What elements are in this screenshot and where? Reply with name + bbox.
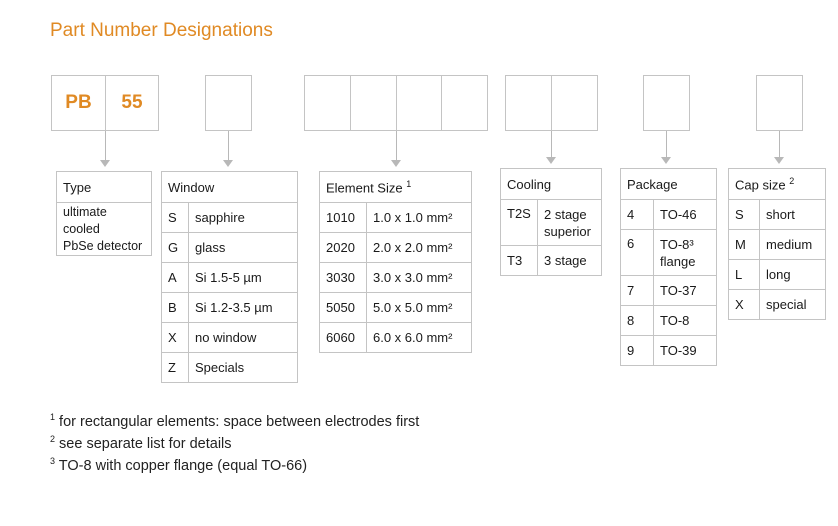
code-box-cooling-1	[505, 75, 552, 131]
window-label: Si 1.2-3.5 µm	[189, 293, 298, 323]
package-header: Package	[621, 169, 717, 200]
window-code: A	[162, 263, 189, 293]
code-box-cooling-2	[551, 75, 598, 131]
arrow-cap-head	[774, 157, 784, 164]
package-table	[620, 168, 717, 366]
window-header: Window	[162, 172, 298, 203]
package-label: TO-46	[654, 200, 717, 230]
element-size-header: Element Size $^1$	[320, 172, 472, 203]
code-box-element-1	[304, 75, 351, 131]
code-box-element-3	[396, 75, 442, 131]
cap-label: medium	[760, 230, 826, 260]
cap-size-header: Cap size $^2$	[729, 169, 826, 200]
cap-code: L	[729, 260, 760, 290]
arrow-window-head	[223, 160, 233, 167]
window-code: Z	[162, 353, 189, 383]
element-code: 5050	[320, 293, 367, 323]
cooling-table	[500, 168, 602, 276]
code-box-cap	[756, 75, 803, 131]
window-code: S	[162, 203, 189, 233]
cap-code: M	[729, 230, 760, 260]
cap-code: S	[729, 200, 760, 230]
window-code: X	[162, 323, 189, 353]
cap-label: special	[760, 290, 826, 320]
cap-size-table	[728, 168, 826, 320]
code-box-type-number: 55	[105, 75, 159, 131]
cap-label: short	[760, 200, 826, 230]
package-code: 8	[621, 306, 654, 336]
footnote: $^2$ see separate list for details	[50, 434, 232, 452]
cooling-code: T3	[501, 246, 538, 276]
element-label: 2.0 x 2.0 mm²	[367, 233, 472, 263]
element-code: 1010	[320, 203, 367, 233]
type-table	[56, 171, 152, 256]
package-code: 9	[621, 336, 654, 366]
package-label: TO-8	[654, 306, 717, 336]
code-box-type-prefix: PB	[51, 75, 106, 131]
cooling-label: 3 stage	[538, 246, 602, 276]
arrow-package-head	[661, 157, 671, 164]
package-label: TO-39	[654, 336, 717, 366]
cooling-code: T2S	[501, 200, 538, 246]
element-label: 1.0 x 1.0 mm²	[367, 203, 472, 233]
footnote: $^3$ TO-8 with copper flange (equal TO-66)	[50, 456, 308, 474]
element-label: 3.0 x 3.0 mm²	[367, 263, 472, 293]
package-code: 6	[621, 230, 654, 276]
arrow-window	[228, 131, 229, 161]
window-label: glass	[189, 233, 298, 263]
arrow-cap	[779, 131, 780, 158]
package-label: TO-8³ flange	[654, 230, 717, 276]
code-box-window	[205, 75, 252, 131]
footnote: $^1$ for rectangular elements: space between electrodes first	[50, 412, 420, 430]
code-box-element-4	[441, 75, 488, 131]
window-label: Si 1.5-5 µm	[189, 263, 298, 293]
cap-label: long	[760, 260, 826, 290]
package-code: 7	[621, 276, 654, 306]
arrow-cooling-head	[546, 157, 556, 164]
window-label: Specials	[189, 353, 298, 383]
element-code: 3030	[320, 263, 367, 293]
code-box-package	[643, 75, 690, 131]
code-box-element-2	[350, 75, 397, 131]
window-code: B	[162, 293, 189, 323]
cooling-header: Cooling	[501, 169, 602, 200]
type-description: ultimate cooled PbSe detector	[57, 203, 152, 256]
element-label: 6.0 x 6.0 mm²	[367, 323, 472, 353]
window-code: G	[162, 233, 189, 263]
window-table	[161, 171, 298, 383]
element-code: 2020	[320, 233, 367, 263]
cap-code: X	[729, 290, 760, 320]
element-label: 5.0 x 5.0 mm²	[367, 293, 472, 323]
window-label: no window	[189, 323, 298, 353]
arrow-element	[396, 131, 397, 161]
package-label: TO-37	[654, 276, 717, 306]
arrow-type	[105, 131, 106, 161]
arrow-cooling	[551, 131, 552, 158]
window-label: sapphire	[189, 203, 298, 233]
arrow-package	[666, 131, 667, 158]
cooling-label: 2 stage superior	[538, 200, 602, 246]
element-code: 6060	[320, 323, 367, 353]
page-title: Part Number Designations	[50, 20, 273, 41]
arrow-type-head	[100, 160, 110, 167]
package-code: 4	[621, 200, 654, 230]
type-header: Type	[57, 172, 152, 203]
arrow-element-head	[391, 160, 401, 167]
element-size-table	[319, 171, 472, 353]
